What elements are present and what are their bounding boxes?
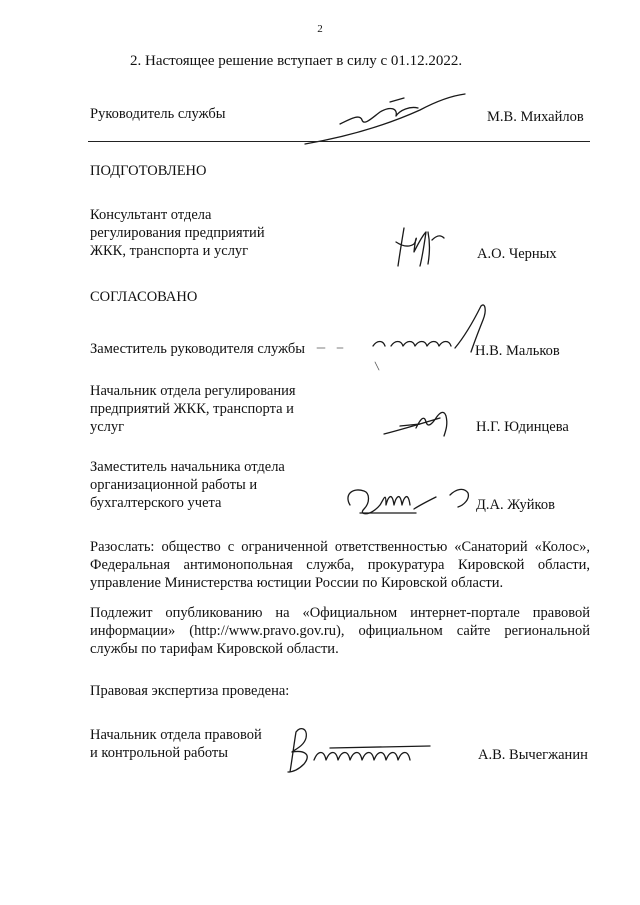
head-signature xyxy=(300,88,470,148)
agreed-signer-position-line: предприятий ЖКК, транспорта и xyxy=(90,401,294,417)
agreed-signer-2-position xyxy=(90,382,296,436)
separator-line xyxy=(88,141,590,142)
agreed-signer-position-line: услуг xyxy=(90,419,125,435)
legal-review-name: А.В. Вычегжанин xyxy=(478,747,588,763)
prepared-signature xyxy=(392,222,452,272)
prepared-heading: ПОДГОТОВЛЕНО xyxy=(90,163,207,179)
agreed-signer-position-line: Начальник отдела регулирования xyxy=(90,383,296,399)
prepared-position-line: Консультант отдела xyxy=(90,207,212,223)
prepared-position-line: регулирования предприятий xyxy=(90,225,265,241)
legal-review-position xyxy=(90,726,262,762)
legal-review-note: Правовая экспертиза проведена: xyxy=(90,683,290,699)
agreed-signer-3-position xyxy=(90,458,285,512)
agreed-signer-3-signature xyxy=(340,475,480,525)
agreed-signer-2-name: Н.Г. Юдинцева xyxy=(476,419,569,435)
publication-paragraph xyxy=(90,604,590,658)
agreed-heading: СОГЛАСОВАНО xyxy=(90,289,198,305)
agreed-signer-position-line: бухгалтерского учета xyxy=(90,495,222,511)
prepared-position xyxy=(90,206,265,260)
effective-date-clause: 2. Настоящее решение вступает в силу с 01.12.2022. xyxy=(130,53,463,69)
agreed-signer-3-name: Д.А. Жуйков xyxy=(476,497,555,513)
legal-review-position-line: Начальник отдела правовой xyxy=(90,727,262,743)
head-name: М.В. Михайлов xyxy=(487,109,584,125)
agreed-signer-1-signature xyxy=(315,300,495,380)
agreed-signer-2-signature xyxy=(380,400,470,440)
prepared-name: А.О. Черных xyxy=(477,246,557,262)
page-number: 2 xyxy=(317,23,323,35)
agreed-signer-position-line: Заместитель руководителя службы xyxy=(90,341,306,357)
agreed-signer-1-name: Н.В. Мальков xyxy=(475,343,560,359)
legal-review-signature xyxy=(270,720,440,780)
distribution-paragraph xyxy=(90,538,590,592)
agreed-signer-1-position xyxy=(90,340,305,358)
agreed-signer-position-line: Заместитель начальника отдела xyxy=(90,459,285,475)
head-position: Руководитель службы xyxy=(90,106,226,122)
prepared-position-line: ЖКК, транспорта и услуг xyxy=(90,243,249,259)
publication-text: Подлежит опубликованию на «Официальном интернет-портале правовой информации» (http://www.pravo.gov.ru), официальном сайте региональной службы по тарифам Кировской области. xyxy=(90,605,590,657)
distribution-text: Разослать: общество с ограниченной ответственностью «Санаторий «Колос», Федеральная антимонопольная служба, прокуратура Кировской области, управление Министерства юстиции России по Кировской области. xyxy=(90,539,590,591)
legal-review-position-line: и контрольной работы xyxy=(90,745,228,761)
agreed-signer-position-line: организационной работы и xyxy=(90,477,258,493)
